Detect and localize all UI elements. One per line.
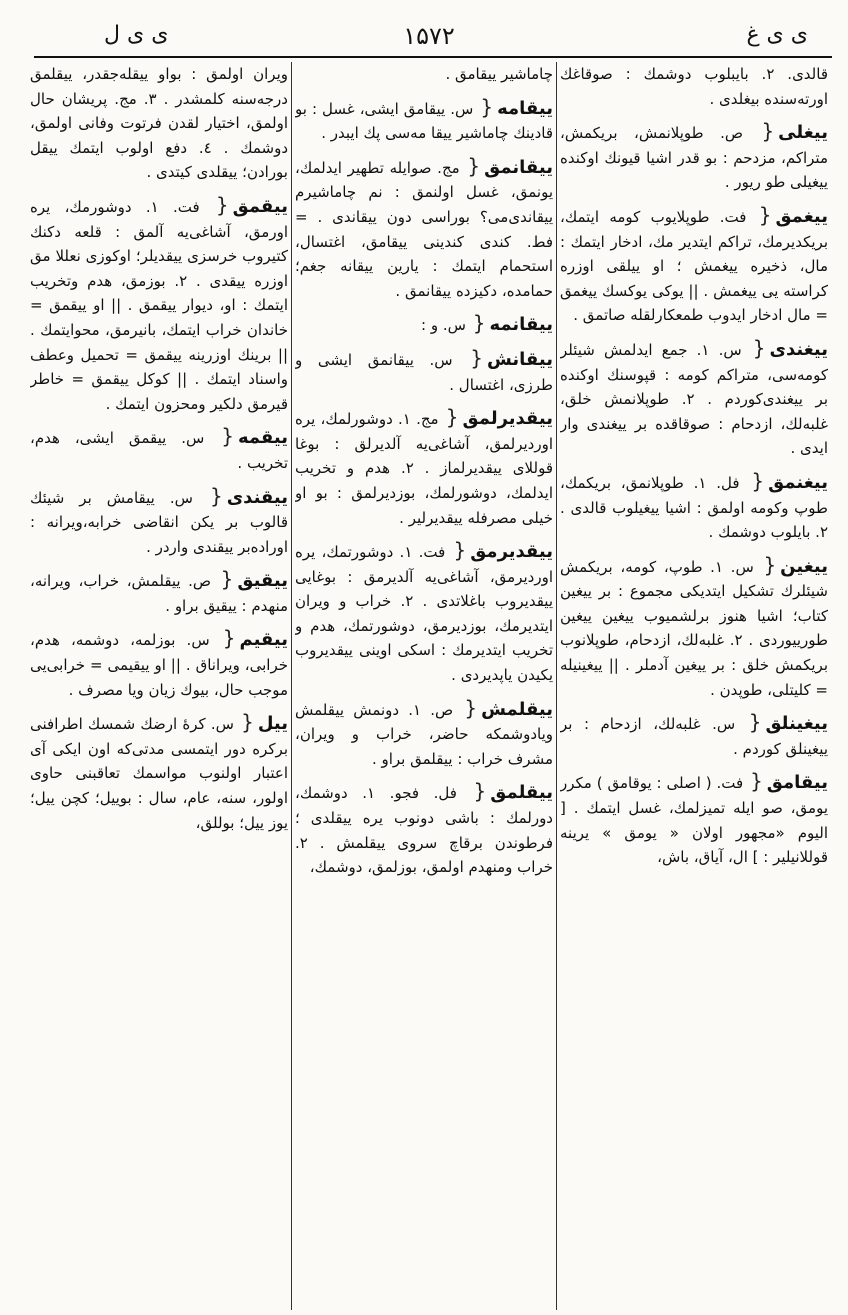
entry-definition: س. ییقامق ایشی، غسل : بو قادینك چاماشیر ییقا مه‌سی پك ایبدر . [295,99,553,143]
brace-glyph: { [758,202,772,227]
dictionary-entry [30,424,288,475]
dictionary-entry [30,484,288,560]
entry-headword: ییغندی [769,338,828,360]
dictionary-entry [295,696,553,772]
dictionary-entry [295,405,553,530]
entry-headword: ییغلی [778,122,828,144]
entry-headword: ییقانمه [489,314,553,336]
entry-headword: ییقدیرلمق [462,408,553,430]
entry-headword: ییقیق [237,570,288,592]
dictionary-entry [560,469,828,545]
brace-glyph: { [241,710,254,735]
continued-text [560,62,828,111]
column-separator [291,62,292,1310]
entry-definition: فل. فجو. ۱. دوشمك، دورلمك : باشی دونوب یره ییقلدی ؛ فرطوندن برقاچ سروی ییقلمش . ۲. خراب ومنهدم اولمق، بوزلمق، دوشمك، [295,784,553,877]
brace-glyph: { [215,192,229,217]
entry-definition: س. ۱. جمع ایدلمش شیئلر کومه‌سی، متراکم کومه : قپوسنك اوکنده بر ییغندی‌کوردم . ۲. طوپلانمش خلق، غلبه‌لك، ازدحام : صوقاقده بر ییغندی وار ایدی . [560,340,828,458]
entry-definition: س. کرهٔ ارضك شمسك اطرافنی برکره دور ایتمسی مدتی‌که اون ایکی آی اعتبار اولنوب مواسمك تعاقبنی حاوی اولور، سنه، عام، سال : بوییل؛ کچن ییل؛ یوز ییل؛ بوللق، [30,715,288,832]
entry-definition: س. ییقامش بر شیئك قالوب بر یکن انقاضی خرابه،ویرانه : اوراده‌بر ییقندی واردر . [30,488,288,556]
dictionary-entry [560,769,828,869]
brace-glyph: { [761,119,775,144]
column-middle [295,62,553,1307]
dictionary-entry [295,154,553,304]
brace-glyph: { [473,779,487,804]
dictionary-entry [30,710,288,835]
entry-headword: ییل [257,713,288,735]
page-number: ۱۵۷۲ [403,22,455,50]
entry-definition: قالدی. ۲. بایبلوب دوشمك : صوقاغك اورته‌سنده بیغلدی . [560,65,828,108]
entry-definition: فت. ( اصلی : یوقامق ) مکرر یومق، صو ایله تمیزلمك، غسل ایتمك . [ الیوم «مجهور اولان « یومق » یرینه قوللانیلیر : ] ال، آیاق، باش، [560,774,828,867]
entry-headword: ییغین [780,555,828,577]
entry-definition: س. غلبه‌لك، ازدحام : بر ییغینلق کوردم . [560,715,828,758]
entry-definition: مج. ۱. دوشورلمك، یره اوردیرلمق، آشاغی‌یه آلدیرلق : بوغا قوللای ییقدیرلماز . ۲. هدم و تخریب ایدلمك، دوشورلمك، بوزدیرلمق : بو او خیلی مصرفله ییقدیرلیر . [295,410,553,527]
brace-glyph: { [445,405,459,430]
dictionary-entry [295,779,553,879]
brace-glyph: { [222,626,236,651]
column-separator [556,62,557,1310]
entry-definition: مج. صوایله تطهیر ایدلمك، یونمق، غسل اولنمق : نم چاماشیرم ییقاندی‌می؟ بوراسی دون ییقاندی . = فط. کندی کندینی ییقامق، اغتسال، استحمام ایتمك : یارین ییقانه جغم؛ حمامده، دکیزده ییقانمق . [295,158,553,300]
brace-glyph: { [748,710,762,735]
dictionary-entry [560,710,828,761]
entry-headword: ییقندی [226,486,288,508]
brace-glyph: { [480,94,494,119]
brace-glyph: { [751,468,765,493]
column-left [30,62,288,1307]
brace-glyph: { [470,345,483,370]
dictionary-entry [295,538,553,688]
entry-headword: ییقدیرمق [470,541,553,563]
dictionary-entry [560,119,828,195]
dictionary-entry [30,567,288,618]
entry-definition: س. و : [421,316,471,335]
entry-headword: ییغمق [775,205,828,227]
page-header [34,20,824,52]
entry-headword: ییقلمق [490,782,553,804]
brace-glyph: { [472,311,486,336]
brace-glyph: { [763,552,777,577]
entry-definition: س. ییقمق ایشی، هدم، تخریب . [30,429,288,472]
dictionary-entry [295,95,553,146]
brace-glyph: { [464,695,478,720]
brace-glyph: { [209,483,223,508]
entry-headword: ییقمق [232,195,288,217]
brace-glyph: { [221,424,234,449]
entry-headword: ییقلمش [481,698,553,720]
running-head-right: ی ی غ [746,22,808,47]
dictionary-entry [560,203,828,328]
entry-definition: س. ۱. طوپ، کومه، بریکمش شیئلرك تشکیل ایتدیکی مجموع : بر ییغین کتاب؛ اشیا هنوز برلشمیوب ییغین ییغین طورییوردی . ۲. غلبه‌لك، ازدحام، طوپلانوب بریکمش خلق : بر ییغین آدملر . || ییغینیله = کلیتلی، طوپدن . [560,557,828,699]
dictionary-entry [560,553,828,703]
continued-text [295,62,553,87]
dictionary-entry [560,336,828,461]
entry-headword: ییقمه [237,427,288,449]
brace-glyph: { [453,538,467,563]
running-head-left: ی ی ل [104,22,169,47]
dictionary-entry [30,626,288,702]
dictionary-entry [295,311,553,338]
entry-headword: ییقیم [239,629,288,651]
brace-glyph: { [752,335,766,360]
entry-headword: ییقانمق [484,156,553,178]
brace-glyph: { [750,769,763,794]
dictionary-entry [30,193,288,416]
entry-definition: س. بوزلمه، دوشمه، هدم، خرابی، ویراناق . || او ییقیمی = خرابی‌یی موجب حال، بیوك زیان ویا مصرف . [30,631,288,699]
entry-headword: ییقامق [766,772,828,794]
entry-definition: چاماشیر ییقامق . [445,65,553,83]
column-right [560,62,828,1307]
header-rule [34,56,832,58]
entry-definition: فت. ۱. دوشورمك، یره اورمق، آشاغی‌یه آلمق : قلعه دکنك کتیروب خرسزی ییقدیلر؛ اوکوزی نعللا مق اوزره ییقدی . ۲. بوزمق، هدم وتخریب ایتمك : او، دیوار ییقمق . || او ییقمق = خاندان خراب ایتمك، بانیرمق، محوایتمك . || برینك اوزرینه ییقمق = تحمیل وعطف واسناد ایتمك . || کوکل ییقمق = خاطر قیرمق دلکیر ومحزون ایتمك . [30,197,288,413]
entry-definition: ص. ییقلمش، خراب، ویرانه، منهدم : ییقیق براو . [30,572,288,615]
entry-definition: ص. ۱. دونمش ییقلمش ویادوشمکه حاضر، خراب و ویران، مشرف خراب : ییقلمق براو . [295,700,553,768]
entry-definition: ص. طوپلانمش، بریکمش، متراکم، مزدحم : بو قدر اشیا قیونك اوکنده ییغیلی طو ریور . [560,124,828,192]
dictionary-entry [295,346,553,397]
entry-headword: ییغینلق [765,713,828,735]
brace-glyph: { [467,153,481,178]
entry-definition: فل. ۱. طوپلانمق، بریکمك، طوپ وکومه اولمق : اشیا ییغیلوب قالدی . ۲. بایلوب دوشمك . [560,473,828,542]
entry-headword: ییقانش [486,348,553,370]
entry-definition: فت. ۱. دوشورتمك، یره اوردیرمق، آشاغی‌یه آلدیرمق : بوغایی ییقدیروب باغلاتدی . ۲. خراب و ویران ایتدیرمك، بوزدیرمق، دوشورتمك، هدم و تخریب ایتدیرمك : اسکی اوینی ییقدیروب یکیدن یاپدیردی . [295,543,553,685]
entry-definition: س. ییقانمق ایشی و طرزی، اغتسال . [295,350,553,394]
continued-text [30,62,288,185]
entry-definition: ویران اولمق : بواو ییقله‌جقدر، ییقلمق درجه‌سنه کلمشدر . ۳. مج. پریشان حال اولمق، اختیار لقدن فرتوت وفانی اولمق، دوشمك . ٤. دفع اولوب ایتمك ییقل بورادن؛ ییقلدی کیتدی . [30,65,288,182]
entry-definition: فت. طوپلایوب کومه ایتمك، بریکدیرمك، تراکم ایتدیر مك، ادخار ایتمك : مال، ذخیره ییغمش ؛ او ییلقی اوزره کراسته یی ییغمش . || یوکی یوکسك ییغمق = مال ادخار ایدوب طمعکارلقله صاتمق . [560,207,828,325]
entry-headword: ییغنمق [768,471,828,493]
entry-headword: ییقامه [497,97,553,119]
brace-glyph: { [220,567,234,592]
